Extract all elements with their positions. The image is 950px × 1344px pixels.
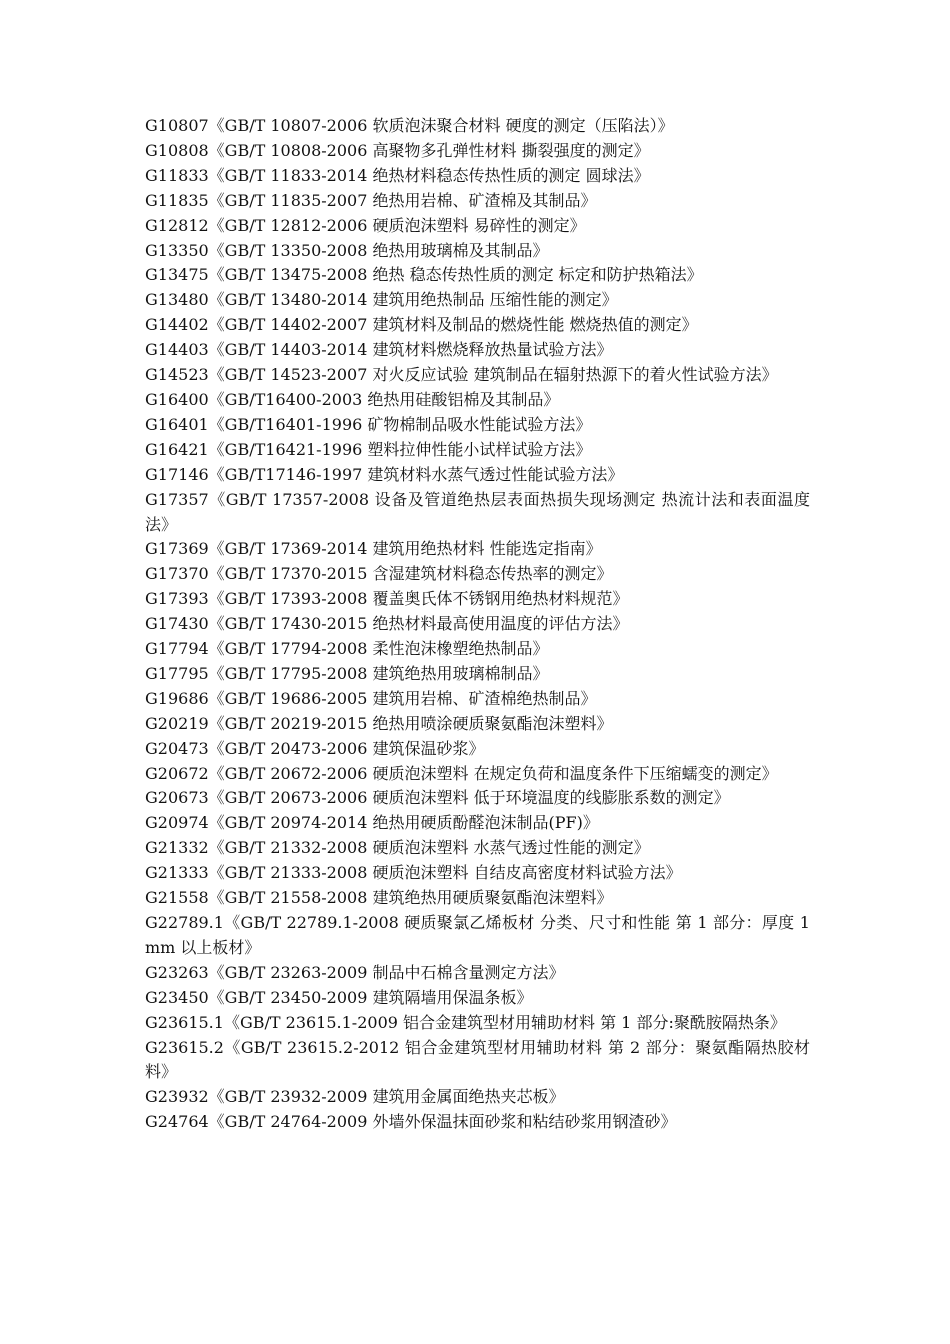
standard-entry: G12812《GB/T 12812-2006 硬质泡沫塑料 易碎性的测定》 — [145, 215, 586, 235]
standard-entry: G21558《GB/T 21558-2008 建筑绝热用硬质聚氨酯泡沫塑料》 — [145, 888, 613, 908]
standard-entry: G24764《GB/T 24764-2009 外墙外保温抹面砂浆和粘结砂浆用钢渣砂》 — [145, 1112, 677, 1132]
standard-entry: G11833《GB/T 11833-2014 绝热材料稳态传热性质的测定 圆球法》 — [145, 165, 650, 185]
standard-entry: G23263《GB/T 23263-2009 制品中石棉含量测定方法》 — [145, 962, 565, 982]
standard-entry: G14403《GB/T 14403-2014 建筑材料燃烧释放热量试验方法》 — [145, 340, 613, 360]
standard-entry: G16401《GB/T16401-1996 矿物棉制品吸水性能试验方法》 — [145, 414, 592, 434]
standard-entry: G17393《GB/T 17393-2008 覆盖奥氏体不锈钢用绝热材料规范》 — [145, 589, 629, 609]
standard-entry: G20672《GB/T 20672-2006 硬质泡沫塑料 在规定负荷和温度条件下压缩蠕变的测定》 — [145, 763, 778, 783]
standards-list — [145, 114, 810, 1135]
standard-entry: G20673《GB/T 20673-2006 硬质泡沫塑料 低于环境温度的线膨胀系数的测定》 — [145, 788, 730, 808]
standard-entry: G22789.1《GB/T 22789.1-2008 硬质聚氯乙烯板材 分类、尺寸和性能 第 1 部分：厚度 1mm 以上板材》 — [145, 913, 810, 957]
standard-entry: G13475《GB/T 13475-2008 绝热 稳态传热性质的测定 标定和防护热箱法》 — [145, 265, 703, 285]
standard-entry: G16400《GB/T16400-2003 绝热用硅酸铝棉及其制品》 — [145, 389, 560, 409]
standard-entry: G21332《GB/T 21332-2008 硬质泡沫塑料 水蒸气透过性能的测定》 — [145, 838, 650, 858]
standard-entry: G17430《GB/T 17430-2015 绝热材料最高使用温度的评估方法》 — [145, 614, 629, 634]
standard-entry: G16421《GB/T16421-1996 塑料拉伸性能小试样试验方法》 — [145, 439, 592, 459]
standard-entry: G14523《GB/T 14523-2007 对火反应试验 建筑制品在辐射热源下的着火性试验方法》 — [145, 365, 778, 385]
standard-entry: G23615.1《GB/T 23615.1-2009 铝合金建筑型材用辅助材料 第 1 部分:聚酰胺隔热条》 — [145, 1012, 786, 1032]
standard-entry: G20974《GB/T 20974-2014 绝热用硬质酚醛泡沫制品(PF)》 — [145, 813, 599, 833]
standard-entry: G11835《GB/T 11835-2007 绝热用岩棉、矿渣棉及其制品》 — [145, 190, 597, 210]
standard-entry: G17369《GB/T 17369-2014 建筑用绝热材料 性能选定指南》 — [145, 539, 602, 559]
standard-entry: G13480《GB/T 13480-2014 建筑用绝热制品 压缩性能的测定》 — [145, 290, 618, 310]
standard-entry: G17794《GB/T 17794-2008 柔性泡沫橡塑绝热制品》 — [145, 639, 549, 659]
standard-entry: G20219《GB/T 20219-2015 绝热用喷涂硬质聚氨酯泡沫塑料》 — [145, 713, 613, 733]
standard-entry: G23932《GB/T 23932-2009 建筑用金属面绝热夹芯板》 — [145, 1087, 565, 1107]
standard-entry: G10808《GB/T 10808-2006 高聚物多孔弹性材料 撕裂强度的测定》 — [145, 140, 650, 160]
standard-entry: G13350《GB/T 13350-2008 绝热用玻璃棉及其制品》 — [145, 240, 549, 260]
standard-entry: G17357《GB/T 17357-2008 设备及管道绝热层表面热损失现场测定 热流计法和表面温度法》 — [145, 489, 810, 534]
standard-entry: G23450《GB/T 23450-2009 建筑隔墙用保温条板》 — [145, 987, 533, 1007]
standard-entry: G17795《GB/T 17795-2008 建筑绝热用玻璃棉制品》 — [145, 663, 549, 683]
standard-entry: G17146《GB/T17146-1997 建筑材料水蒸气透过性能试验方法》 — [145, 464, 624, 484]
standard-entry: G19686《GB/T 19686-2005 建筑用岩棉、矿渣棉绝热制品》 — [145, 688, 597, 708]
standard-entry: G21333《GB/T 21333-2008 硬质泡沫塑料 自结皮高密度材料试验方法》 — [145, 863, 682, 883]
standard-entry: G17370《GB/T 17370-2015 含湿建筑材料稳态传热率的测定》 — [145, 564, 613, 584]
standard-entry: G14402《GB/T 14402-2007 建筑材料及制品的燃烧性能 燃烧热值的测定》 — [145, 315, 698, 335]
standard-entry: G10807《GB/T 10807-2006 软质泡沫聚合材料 硬度的测定（压陷法）》 — [145, 116, 674, 135]
standard-entry: G23615.2《GB/T 23615.2-2012 铝合金建筑型材用辅助材料 第 2 部分：聚氨酯隔热胶材料》 — [145, 1037, 810, 1082]
standard-entry: G20473《GB/T 20473-2006 建筑保温砂浆》 — [145, 738, 485, 758]
